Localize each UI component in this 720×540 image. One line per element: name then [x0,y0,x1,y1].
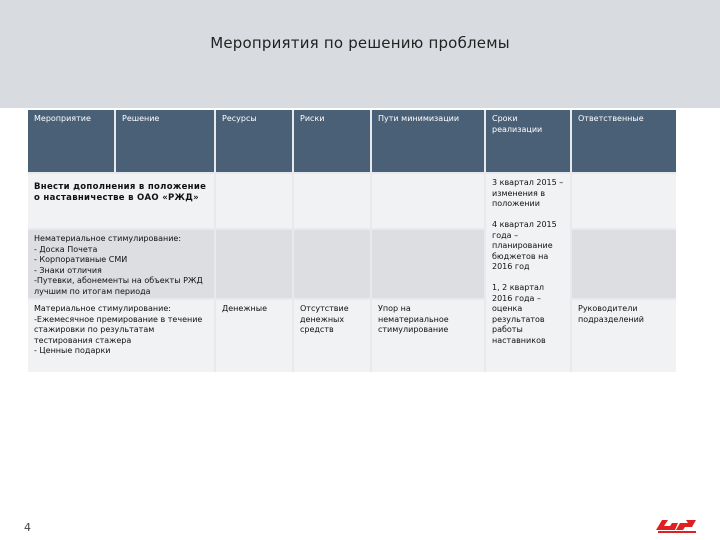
measures-table [28,110,676,372]
row1-risks [294,174,370,228]
row2-responsible [572,230,676,298]
page-number: 4 [24,521,31,534]
rzd-logo [652,514,700,534]
header-solution: Решение [116,110,214,172]
mitigation-cell: Упор на нематериальное стимулирование [372,300,484,372]
header-responsible: Ответственные [572,110,676,172]
slide-title: Мероприятия по решению проблемы [210,34,510,52]
row1-event: Внести дополнения в положение о наставничестве в ОАО «РЖД» [28,174,214,228]
header-risks: Риски [294,110,370,172]
row1-resources [216,174,292,228]
responsible-cell: Руководители подразделений [572,300,676,372]
resources-cell: Денежные [216,300,292,372]
row3-event: Материальное стимулирование: -Ежемесячное премирование в течение стажировки по результатам тестирования стажера - Ценные подарки [28,300,214,372]
row2-mitigation [372,230,484,298]
header-band [0,0,720,108]
row2-resources [216,230,292,298]
row2-risks [294,230,370,298]
header-timeline: Сроки реализации [486,110,570,172]
row2-event: Нематериальное стимулирование: - Доска Почета - Корпоративные СМИ - Знаки отличия -Путевки, абонементы на объекты РЖД лучшим по итогам периода [28,230,214,298]
header-resources: Ресурсы [216,110,292,172]
risks-cell: Отсутствие денежных средств [294,300,370,372]
header-mitigation: Пути минимизации [372,110,484,172]
header-event: Мероприятие [28,110,114,172]
row1-mitigation [372,174,484,228]
row1-responsible [572,174,676,228]
timeline-cell: 3 квартал 2015 – изменения в положении 4 квартал 2015 года – планирование бюджетов на 2016 год 1, 2 квартал 2016 года – оценка результатов работы наставников [486,174,570,372]
